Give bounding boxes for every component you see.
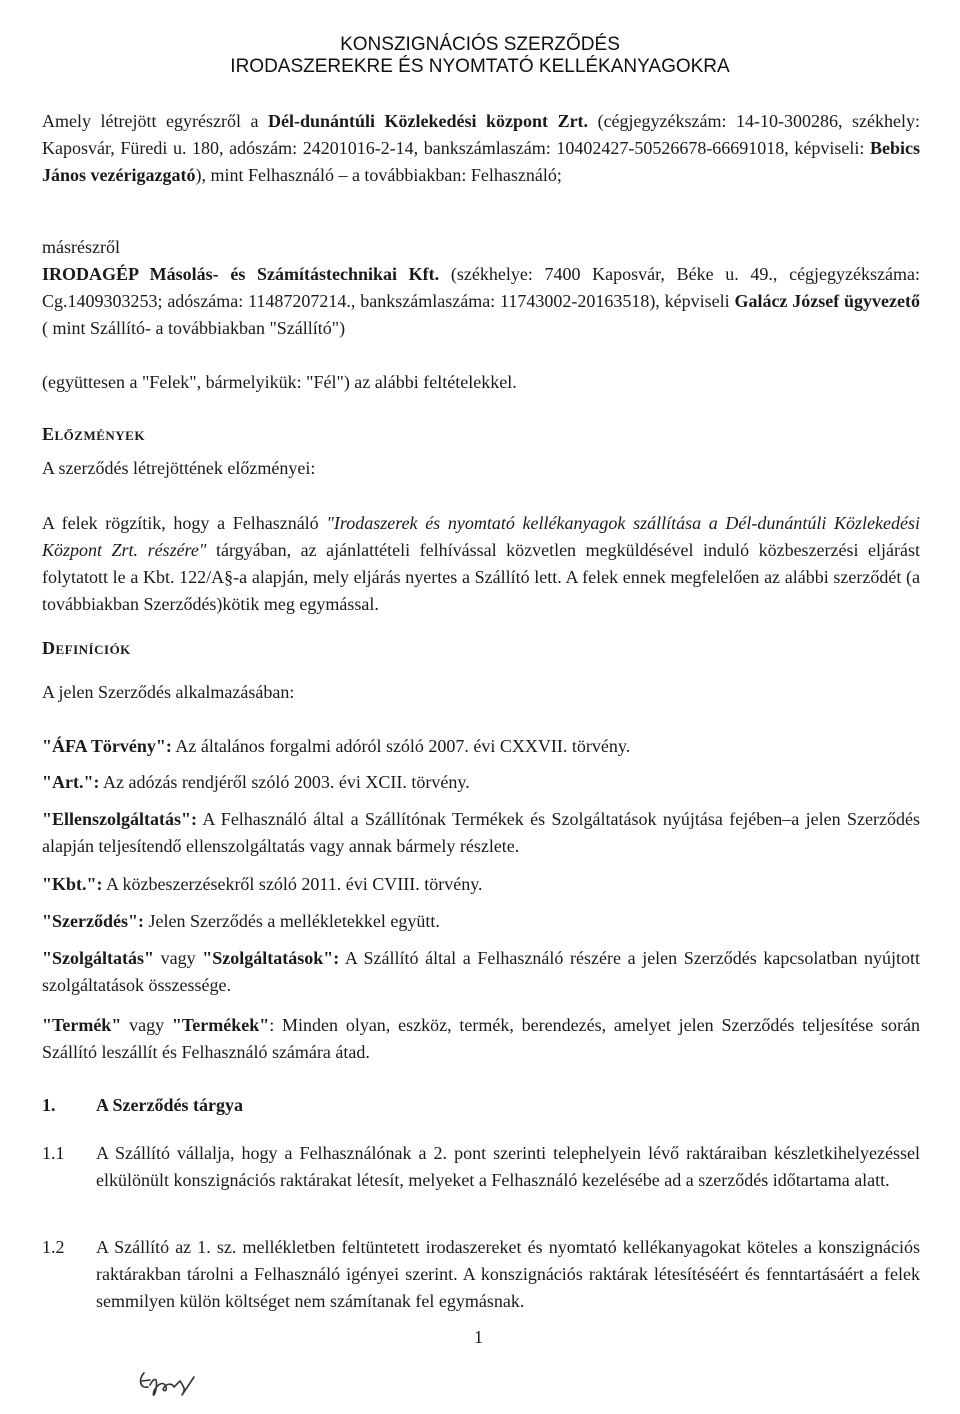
section-1-title: A Szerződés tárgya (96, 1095, 243, 1115)
procurement-subject: "Irodaszerek és nyomtató kellékanyagok szállítása a Dél-dunántúli Közlekedési Központ Zrt. részére" (42, 513, 921, 560)
definition-item: "Szolgáltatás" vagy "Szolgáltatások": A Szállító által a Felhasználó részére a jelen Szerződés kapcsolatban nyújtott szolgáltatások összessége. (42, 948, 920, 995)
elozmenyek-paragraph: A felek rögzítik, hogy a Felhasználó "Irodaszerek és nyomtató kellékanyagok szállítása a Dél-dunántúli Közlekedési Központ Zrt. részére" tárgyában, az ajánlattételi felhívással közvetlen megküldésével induló közbeszerzési eljárást folytatott le a Kbt. 122/A§-a alapján, mely eljárás nyertes a Szállító lett. A felek ennek megfelelően az alábbi szerződét (a továbbiakban Szerződés)kötik meg egymással. (42, 513, 921, 614)
clause-number: 1.1 (42, 1143, 65, 1163)
second-party-representative: Galácz József ügyvezető (734, 291, 920, 311)
definition-item: "Kbt.": A közbeszerzésekről szóló 2011. évi CVIII. törvény. (42, 874, 483, 894)
second-party-name: IRODAGÉP Másolás- és Számítástechnikai Kft. (42, 264, 440, 284)
definition-item: "Art.": Az adózás rendjéről szóló 2003. évi XCII. törvény. (42, 772, 470, 792)
page-number: 1 (474, 1327, 483, 1347)
definition-item: "Szerződés": Jelen Szerződés a mellékletekkel együtt. (42, 911, 440, 931)
clause-text: A Szállító az 1. sz. mellékletben feltüntetett irodaszereket és nyomtató kellékanyagokat köteles a konszignációs raktárakban tárolni a Felhasználó igényei szerint. A konszignációs raktárak létesítéséért és fenntartásáért a felek semmilyen külön költséget nem számítanak fel egymásnak. (96, 1237, 920, 1311)
section-heading-elozmenyek: Előzmények (42, 424, 145, 444)
intro-paragraph-2: IRODAGÉP Másolás- és Számítástechnikai Kft. (székhelye: 7400 Kaposvár, Béke u. 49., cégjegyzékszáma: Cg.1409303253; adószáma: 11487207214., bankszámlaszáma: 11743002-20163518), képviseli Galácz József ügyvezető ( mint Szállító- a továbbiakban "Szállító") (42, 264, 921, 338)
definition-item: "Termék" vagy "Termékek": Minden olyan, eszköz, termék, berendezés, amelyet jelen Szerződés teljesítése során Szállító leszállít és Felhasználó számára átad. (42, 1015, 920, 1062)
first-party-name: Dél-dunántúli Közlekedési központ Zrt. (267, 111, 589, 131)
first-party-representative: Bebics János vezérigazgató (42, 138, 920, 185)
handwritten-initials-signature (136, 1365, 206, 1401)
intro-paragraph-2-lead: másrészről (42, 237, 120, 257)
section-heading-definiciok: Definíciók (42, 638, 131, 658)
elozmenyek-lead: A szerződés létrejöttének előzményei: (42, 458, 316, 478)
document-title-line1: KONSZIGNÁCIÓS SZERZŐDÉS (340, 34, 620, 55)
clause-text: A Szállító vállalja, hogy a Felhasználónak a 2. pont szerinti telephelyein lévő raktáraiban készletkihelyezéssel elkülönült konszignációs raktárakat létesít, melyeket a Felhasználó kezelésébe ad a szerződés időtartama alatt. (96, 1143, 920, 1190)
section-1-number: 1. (42, 1095, 56, 1115)
definition-item: "Ellenszolgáltatás": A Felhasználó által a Szállítónak Termékek és Szolgáltatások nyújtása fejében–a jelen Szerződés alapján teljesítendő ellenszolgáltatás vagy annak bármely részlete. (42, 809, 920, 856)
intro-paragraph-3: (együttesen a "Felek", bármelyikük: "Fél") az alábbi feltételekkel. (42, 372, 517, 392)
definiciok-lead: A jelen Szerződés alkalmazásában: (42, 682, 295, 702)
definition-item: "ÁFA Törvény": Az általános forgalmi adóról szóló 2007. évi CXXVII. törvény. (42, 736, 631, 756)
clause-number: 1.2 (42, 1237, 65, 1257)
intro-paragraph-1: Amely létrejött egyrészről a Dél-dunántúli Közlekedési központ Zrt. (cégjegyzékszám: 14-10-300286, székhely: Kaposvár, Füredi u. 180, adószám: 24201016-2-14, bankszámlaszám: 10402427-50526678-66691018, képviseli: Bebics János vezérigazgató), mint Felhasználó – a továbbiakban: Felhasználó; (42, 111, 920, 185)
document-title-line2: IRODASZEREKRE ÉS NYOMTATÓ KELLÉKANYAGOKRA (230, 56, 730, 77)
